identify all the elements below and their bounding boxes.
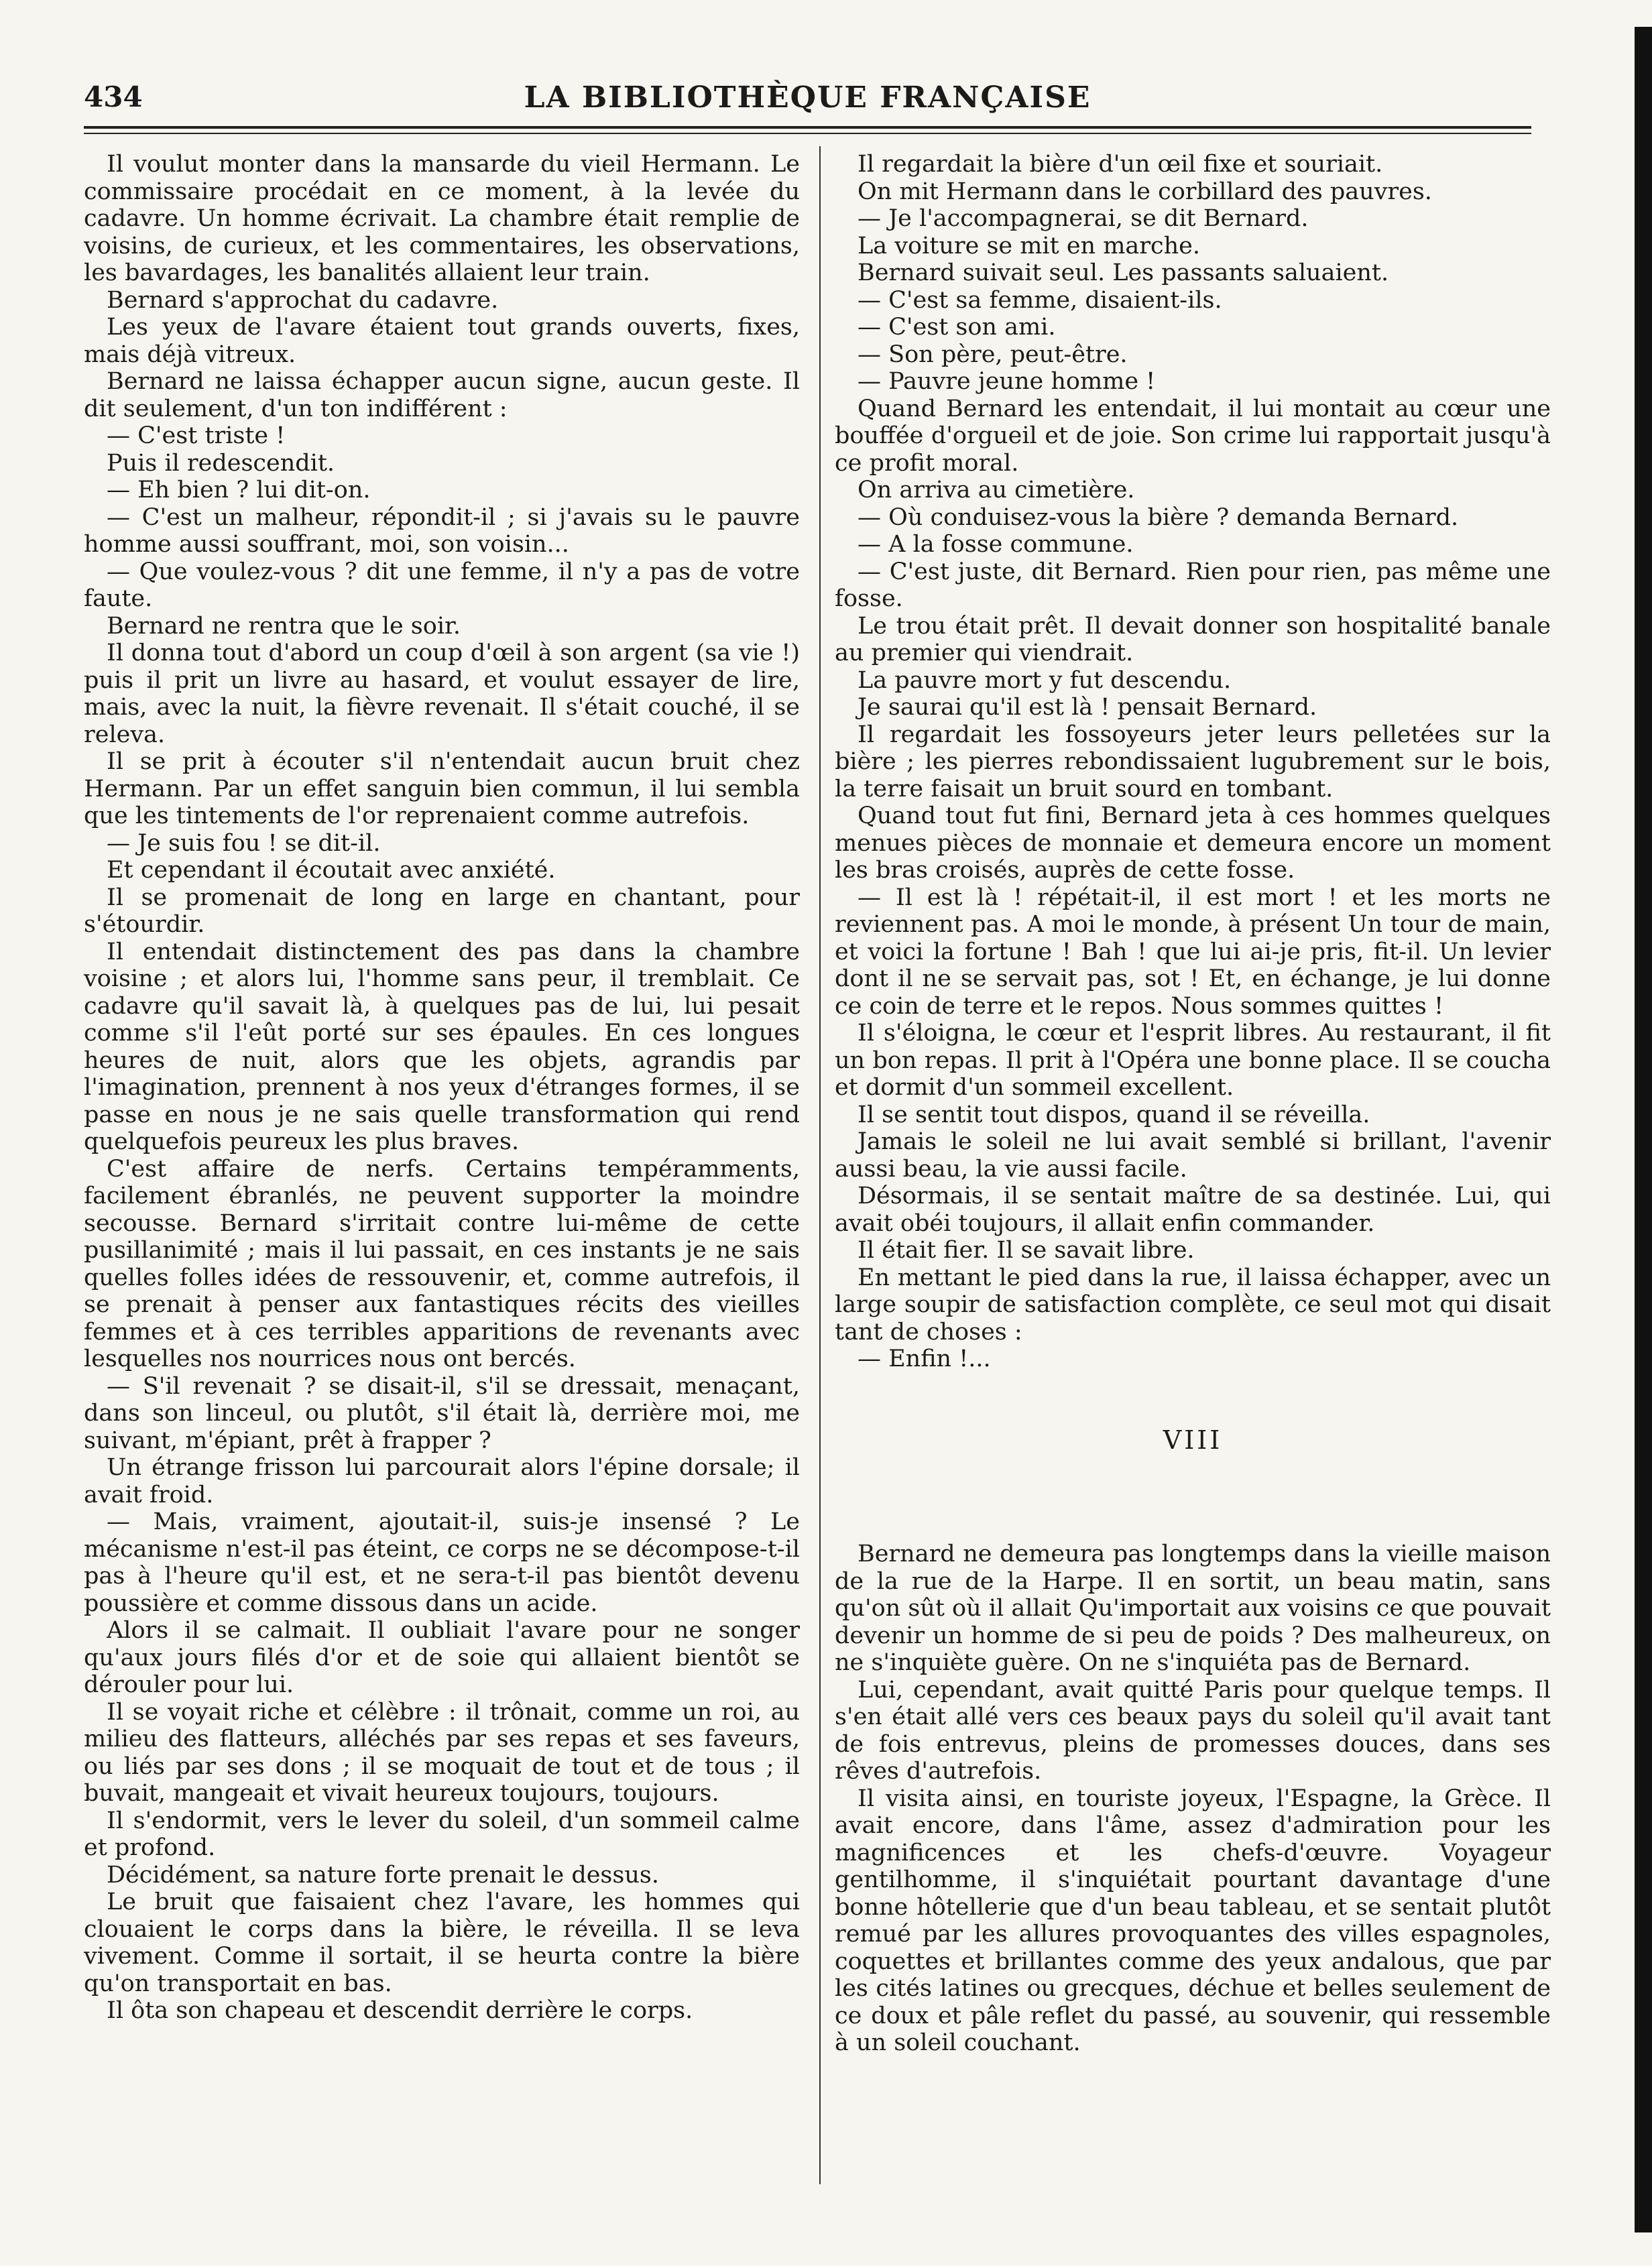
paragraph: Le bruit que faisaient chez l'avare, les hommes qui clouaient le corps dans la bière, le réveilla. Il se leva vivement. Comme il sortait, il se heurta contre la bière qu'on transportait en bas. [84,1889,800,1997]
paragraph: Lui, cependant, avait quitté Paris pour quelque temps. Il s'en était allé vers ces beaux pays du soleil qu'il avait tant de fois entrevus, pleins de promesses douces, dans ses rêves d'autrefois. [835,1676,1551,1785]
paragraph: Bernard s'approchat du cadavre. [107,286,499,314]
paragraph: — C'est triste ! [107,422,286,449]
paragraph: Il regardait la bière d'un œil fixe et souriait. [858,151,1383,178]
paragraph: Bernard ne demeura pas longtemps dans la vieille maison de la rue de la Harpe. Il en sortit, un beau matin, sans qu'on sût où il allait Qu'importait aux voisins ce que pouvait devenir un homme de si peu de poids ? Des malheureux, on ne s'inquiète guère. On ne s'inquiéta pas de Bernard. [835,1541,1551,1676]
right-column-text-before [835,151,1551,1373]
paragraph: — A la fosse commune. [858,531,1134,558]
paragraph: Et cependant il écoutait avec anxiété. [107,857,556,884]
paragraph: Décidément, sa nature forte prenait le dessus. [107,1861,659,1889]
paragraph: — C'est juste, dit Bernard. Rien pour rien, pas même une fosse. [835,558,1551,612]
paragraph: Il voulut monter dans la mansarde du vieil Hermann. Le commissaire procédait en ce moment, à la levée du cadavre. Un homme écrivait. La chambre était remplie de voisins, de curieux, et les commentaires, les observations, les bavardages, les banalités allaient leur train. [84,151,800,286]
paragraph: — C'est un malheur, répondit-il ; si j'avais su le pauvre homme aussi souffrant, moi, son voisin... [84,503,800,558]
paragraph: — Je l'accompagnerai, se dit Bernard. [858,205,1309,232]
paragraph: Je saurai qu'il est là ! pensait Bernard. [858,694,1317,721]
page-header [84,80,1531,127]
paragraph: C'est affaire de nerfs. Certains tempéramments, facilement ébranlés, ne peuvent supporter la moindre secousse. Bernard s'irritait contre lui-même de cette pusillanimité ; mais il lui passait, en ces instants je ne sais quelles folles idées de ressouvenir, et, comme autrefois, il se prenait à penser aux fantastiques récits des vieilles femmes et à ces terribles apparitions de revenants avec lesquelles nos nourrices nous ont bercés. [84,1155,800,1372]
running-title: LA BIBLIOTHÈQUE FRANÇAISE [524,80,1092,115]
paragraph: On arriva au cimetière. [858,477,1135,503]
paragraph: La voiture se mit en marche. [858,232,1200,259]
right-column [835,151,1551,2057]
page-number: 434 [84,80,143,113]
paragraph: — S'il revenait ? se disait-il, s'il se dressait, menaçant, dans son linceul, ou plutôt, s'il était là, derrière moi, me suivant, m'épiant, prêt à frapper ? [84,1372,800,1454]
paragraph: Il visita ainsi, en touriste joyeux, l'Espagne, la Grèce. Il avait encore, dans l'âme, assez d'admiration pour les magnificences et les chefs-d'œuvre. Voyageur gentilhomme, il s'inquiétait pourtant davantage d'une bonne hôtellerie que d'un beau tableau, et se sentait plutôt remué par les allures provoquantes des villes espagnoles, coquettes et brillantes comme des yeux andalous, que par les cités latines ou grecques, déchue et belles seulement de ce doux et pâle reflet du passé, au souvenir, qui ressemble à un soleil couchant. [835,1785,1551,2056]
paragraph: — Où conduisez-vous la bière ? demanda Bernard. [858,503,1459,531]
paragraph: Il se promenait de long en large en chantant, pour s'étourdir. [84,884,800,938]
paragraph: Jamais le soleil ne lui avait semblé si brillant, l'avenir aussi beau, la vie aussi facile. [835,1128,1551,1183]
paragraph: Bernard ne laissa échapper aucun signe, aucun geste. Il dit seulement, d'un ton indifférent : [84,368,800,422]
paragraph: Il donna tout d'abord un coup d'œil à son argent (sa vie !) puis il prit un livre au hasard, et voulut essayer de lire, mais, avec la nuit, la fièvre revenait. Il s'était couché, il se releva. [84,640,800,748]
paragraph: Il était fier. Il se savait libre. [858,1237,1195,1264]
paragraph: — Pauvre jeune homme ! [858,368,1156,395]
paragraph: Bernard ne rentra que le soir. [107,612,461,640]
paragraph: — Mais, vraiment, ajoutait-il, suis-je insensé ? Le mécanisme n'est-il pas éteint, ce corps ne se décompose-t-il pas à l'heure qu'il est, et ne sera-t-il pas bientôt devenu poussière et comme dissous dans un acide. [84,1508,800,1617]
page-edge-shadow [1635,27,1652,2232]
paragraph: Alors il se calmait. Il oubliait l'avare pour ne songer qu'aux jours filés d'or et de soie qui allaient bientôt se dérouler pour lui. [84,1617,800,1698]
paragraph: Il entendait distinctement des pas dans la chambre voisine ; et alors lui, l'homme sans peur, il tremblait. Ce cadavre qu'il savait là, à quelques pas de lui, lui pesait comme s'il l'eût porté sur ses épaules. En ces longues heures de nuit, alors que les objets, agrandis par l'imagination, prennent à nos yeux d'étranges formes, il se passe en nous je ne sais quelle transformation qui rend quelquefois peureux les plus braves. [84,938,800,1155]
paragraph: Quand Bernard les entendait, il lui montait au cœur une bouffée d'orgueil et de joie. Son crime lui rapportait jusqu'à ce profit moral. [835,395,1551,477]
paragraph: Il s'éloigna, le cœur et l'esprit libres. Au restaurant, il fit un bon repas. Il prit à l'Opéra une bonne place. Il se coucha et dormit d'un sommeil excellent. [835,1020,1551,1101]
paragraph: La pauvre mort y fut descendu. [858,666,1232,694]
paragraph: Il ôta son chapeau et descendit derrière le corps. [107,1997,693,2024]
paragraph: — Que voulez-vous ? dit une femme, il n'y a pas de votre faute. [84,558,800,612]
paragraph: Un étrange frisson lui parcourait alors l'épine dorsale; il avait froid. [84,1454,800,1508]
paragraph: On mit Hermann dans le corbillard des pauvres. [858,178,1432,205]
paragraph: Bernard suivait seul. Les passants saluaient. [858,259,1389,286]
paragraph: Désormais, il se sentait maître de sa destinée. Lui, qui avait obéi toujours, il allait enfin commander. [835,1183,1551,1237]
right-column-text-after [835,1541,1551,2057]
paragraph: — Eh bien ? lui dit-on. [107,477,371,503]
paragraph: Le trou était prêt. Il devait donner son hospitalité banale au premier qui viendrait. [835,612,1551,666]
paragraph: Il s'endormit, vers le lever du soleil, d'un sommeil calme et profond. [84,1807,800,1861]
paragraph: Les yeux de l'avare étaient tout grands ouverts, fixes, mais déjà vitreux. [84,314,800,368]
paragraph: Il se sentit tout dispos, quand il se réveilla. [858,1101,1370,1128]
paragraph: — Enfin !... [858,1346,991,1372]
section-heading: VIII [1163,1425,1223,1455]
paragraph: Il se voyait riche et célèbre : il trônait, comme un roi, au milieu des flatteurs, alléchés par ses repas et ses faveurs, ou liés par ses dons ; il se moquait de tout et de tous ; il buvait, mangeait et vivait heureux toujours, toujours. [84,1698,800,1807]
left-column [84,151,800,2025]
paragraph: Quand tout fut fini, Bernard jeta à ces hommes quelques menues pièces de monnaie et demeura encore un moment les bras croisés, auprès de cette fosse. [835,802,1551,884]
paragraph: — Il est là ! répétait-il, il est mort ! et les morts ne reviennent pas. A moi le monde, à présent Un tour de main, et voici la fortune ! Bah ! que lui ai-je pris, fit-il. Un levier dont il ne se servait pas, sot ! Et, en échange, je lui donne ce coin de terre et le repos. Nous sommes quittes ! [835,884,1551,1020]
paragraph: Il se prit à écouter s'il n'entendait aucun bruit chez Hermann. Par un effet sanguin bien commun, il lui sembla que les tintements de l'or reprenaient comme autrefois. [84,748,800,829]
paragraph: — C'est son ami. [858,314,1056,341]
paragraph: En mettant le pied dans la rue, il laissa échapper, avec un large soupir de satisfaction complète, ce seul mot qui disait tant de choses : [835,1264,1551,1346]
column-divider [819,146,821,2184]
header-rule-thin [84,133,1531,134]
paragraph: — Son père, peut-être. [858,341,1128,368]
paragraph: Puis il redescendit. [107,449,335,477]
paragraph: — Je suis fou ! se dit-il. [107,829,381,857]
paragraph: — C'est sa femme, disaient-ils. [858,286,1222,314]
header-rule [84,126,1531,129]
paragraph: Il regardait les fossoyeurs jeter leurs pelletées sur la bière ; les pierres rebondissaient lugubrement sur le bois, la terre faisait un bruit sourd en tombant. [835,721,1551,802]
